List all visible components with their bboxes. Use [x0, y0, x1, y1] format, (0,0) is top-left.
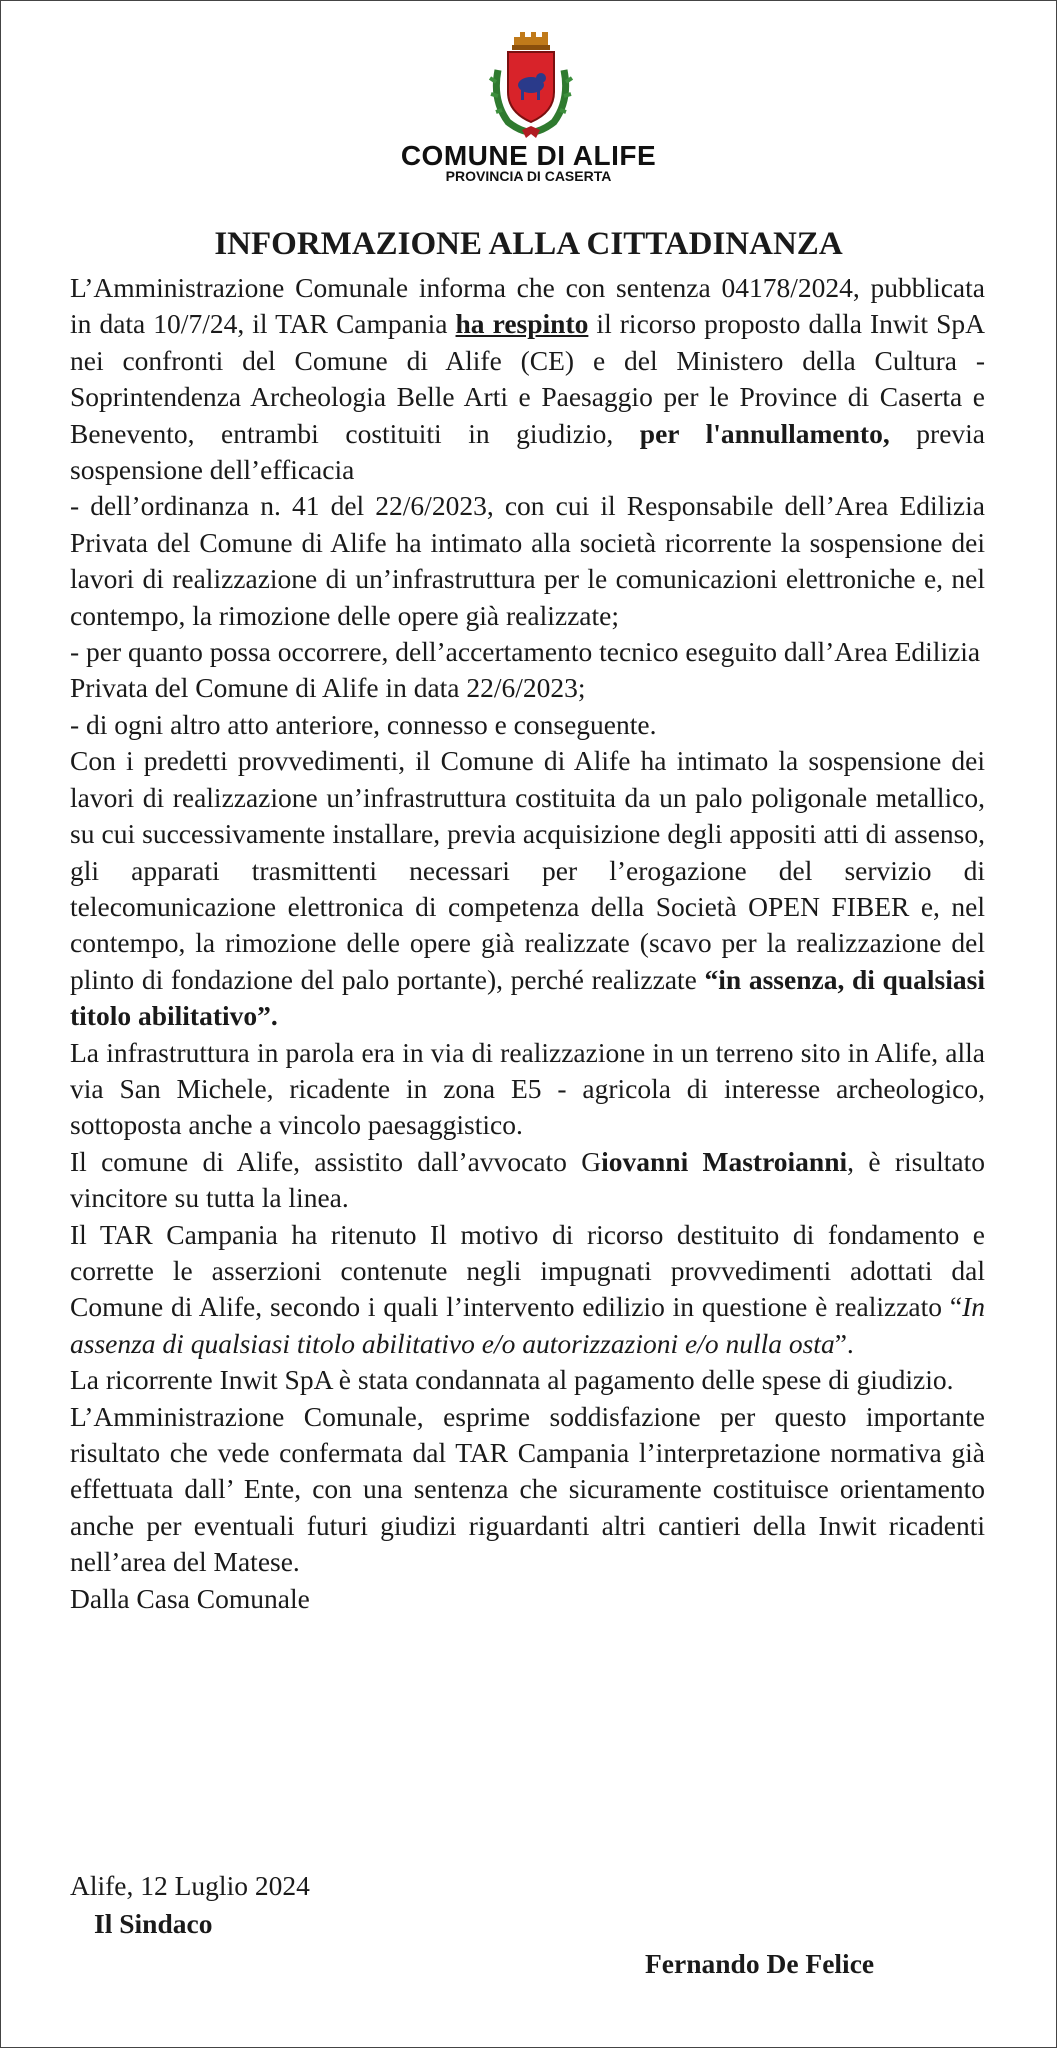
municipality-name: COMUNE DI ALIFE — [400, 140, 657, 171]
paragraph-casa-comunale: Dalla Casa Comunale — [70, 1582, 310, 1614]
paragraph-tar: Il TAR Campania ha ritenuto Il motivo di ricorso destituito di fondamento e corrette le asserzioni contenute negli impugnati provvedimenti adottati dal Comune di Alife, secondo i quali l’intervento edilizio in questione è realizzato “In assenza di qualsiasi titolo abilitativo e/o autorizzazioni e/o nulla osta”. — [70, 1218, 985, 1359]
paragraph-condanna: La ricorrente Inwit SpA è stata condannata al pagamento delle spese di giudizio. — [70, 1364, 954, 1396]
highlight-annullamento: per l'annullamento, — [639, 417, 890, 449]
municipal-crest-icon — [488, 30, 574, 142]
paragraph-soddisfazione: L’Amministrazione Comunale, esprime soddisfazione per questo importante risultato che vede confermata dal TAR Campania l’interpretazione normativa già effettuata dall’ Ente, con una sentenza che sicuramente costituisce orientamento anche per eventuali futuri giudizi riguardanti altri cantieri della Inwit ricadenti nell’area del Matese. — [70, 1400, 985, 1578]
paragraph-infrastruttura: La infrastruttura in parola era in via di realizzazione in un terreno sito in Alife, alla via San Michele, ricadente in zona E5 - agricola di interesse archeologico, sottoposta anche a vincolo paesaggistico. — [70, 1036, 985, 1141]
notice-body — [70, 270, 985, 1617]
paragraph-avvocato: Il comune di Alife, assistito dall’avvocato Giovanni Mastroianni, è risultato vincitore su tutta la linea. — [70, 1145, 985, 1214]
province-name: PROVINCIA DI CASERTA — [445, 168, 612, 184]
list-item-accertamento: - per quanto possa occorrere, dell’accertamento tecnico eseguito dall’Area Edilizia Privata del Comune di Alife in data 22/6/2023; — [70, 636, 981, 704]
highlight-ha-respinto: ha respinto — [455, 308, 589, 340]
highlight-in-assenza: “in assenza, di qualsiasi titolo abilitativo”. — [70, 963, 985, 1032]
list-item-ordinanza: - dell’ordinanza n. 41 del 22/6/2023, con cui il Responsabile dell’Area Edilizia Privata del Comune di Alife ha intimato alla società ricorrente la sospensione dei lavori di realizzazione di un’infrastruttura per le comunicazioni elettroniche e, nel contempo, la rimozione delle opere già realizzate; — [70, 490, 985, 631]
mayor-name: Fernando De Felice — [645, 1948, 875, 1979]
paragraph-provvedimenti: Con i predetti provvedimenti, il Comune di Alife ha intimato la sospensione dei lavori di realizzazione un’infrastruttura costituita da un palo poligonale metallico, su cui successivamente installare, previa acquisizione degli appositi atti di assenso, gli apparati trasmittenti necessari per l’erogazione del servizio di telecomunicazione elettronica di competenza della Società OPEN FIBER e, nel contempo, la rimozione delle opere già realizzate (scavo per la realizzazione del plinto di fondazione del palo portante), perché realizzate “in assenza, di qualsiasi titolo abilitativo”. — [70, 745, 985, 1032]
paragraph-intro: L’Amministrazione Comunale informa che con sentenza 04178/2024, pubblicata in data 10/7/24, il TAR Campania ha respinto il ricorso proposto dalla Inwit SpA nei confronti del Comune di Alife (CE) e del Ministero della Cultura - Soprintendenza Archeologia Belle Arti e Paesaggio per le Province di Caserta e Benevento, entrambi costituiti in giudizio, per l'annullamento, previa sospensione dell’efficacia — [70, 272, 986, 486]
quote-italic: In assenza di qualsiasi titolo abilitativo e/o autorizzazioni e/o nulla osta — [70, 1291, 985, 1359]
mayor-title: Il Sindaco — [94, 1908, 213, 1939]
list-item-altro-atto: - di ogni altro atto anteriore, connesso e conseguente. — [70, 708, 657, 740]
lawyer-name: iovanni Mastroianni — [601, 1145, 848, 1177]
notice-title: INFORMAZIONE ALLA CITTADINANZA — [214, 226, 843, 262]
notice-date: Alife, 12 Luglio 2024 — [70, 1870, 310, 1901]
